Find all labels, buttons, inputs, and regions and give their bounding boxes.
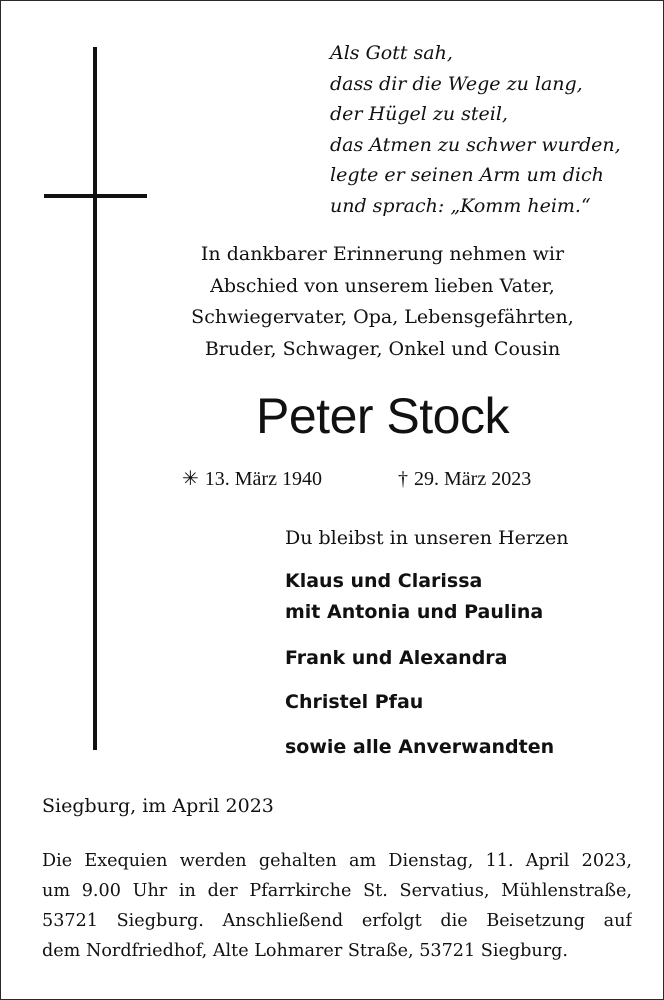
death-date-line — [398, 466, 531, 492]
family-line: sowie alle Anverwandten — [285, 736, 555, 758]
death-date: 29. März 2023 — [414, 468, 532, 490]
family-line: Frank und Alexandra — [285, 647, 508, 669]
poem-line: dass dir die Wege zu lang, — [330, 72, 583, 95]
poem-line: Als Gott sah, — [330, 42, 453, 64]
cross-icon-vertical-bar — [93, 47, 97, 750]
funeral-line: 53721 Siegburg. Anschließend erfolgt die Beisetzung auf — [42, 911, 632, 931]
poem-line: legte er seinen Arm um dich — [330, 164, 604, 186]
birth-date-line — [182, 466, 322, 492]
birth-star-icon: ✳ — [182, 468, 199, 490]
funeral-line: um 9.00 Uhr in der Pfarrkirche St. Servatius, Mühlenstraße, — [42, 881, 632, 901]
intro-line: Bruder, Schwager, Onkel und Cousin — [204, 337, 561, 360]
funeral-line: Die Exequien werden gehalten am Dienstag, 11. April 2023, — [42, 851, 632, 871]
death-dagger-icon: † — [398, 468, 408, 490]
intro-line: In dankbarer Erinnerung nehmen wir — [200, 243, 565, 265]
intro-text — [100, 239, 664, 365]
family-line: Klaus und Clarissa — [285, 570, 483, 592]
funeral-information — [42, 846, 632, 966]
poem — [330, 38, 621, 221]
poem-line: der Hügel zu steil, — [330, 103, 508, 125]
poem-line: das Atmen zu schwer wurden, — [330, 133, 621, 156]
intro-line: Abschied von unserem lieben Vater, — [210, 274, 555, 297]
intro-line: Schwiegervater, Opa, Lebensgefährten, — [191, 306, 574, 328]
closing-line: Du bleibst in unseren Herzen — [285, 527, 569, 549]
place-and-date: Siegburg, im April 2023 — [42, 795, 274, 817]
birth-date: 13. März 1940 — [204, 468, 322, 490]
family-line: Christel Pfau — [285, 691, 424, 713]
deceased-name: Peter Stock — [256, 388, 509, 444]
poem-line: und sprach: „Komm heim.“ — [330, 194, 591, 217]
family-line: mit Antonia und Paulina — [285, 601, 544, 623]
funeral-line: dem Nordfriedhof, Alte Lohmarer Straße, 53721 Siegburg. — [42, 941, 568, 961]
cross-icon-horizontal-bar — [44, 194, 147, 198]
